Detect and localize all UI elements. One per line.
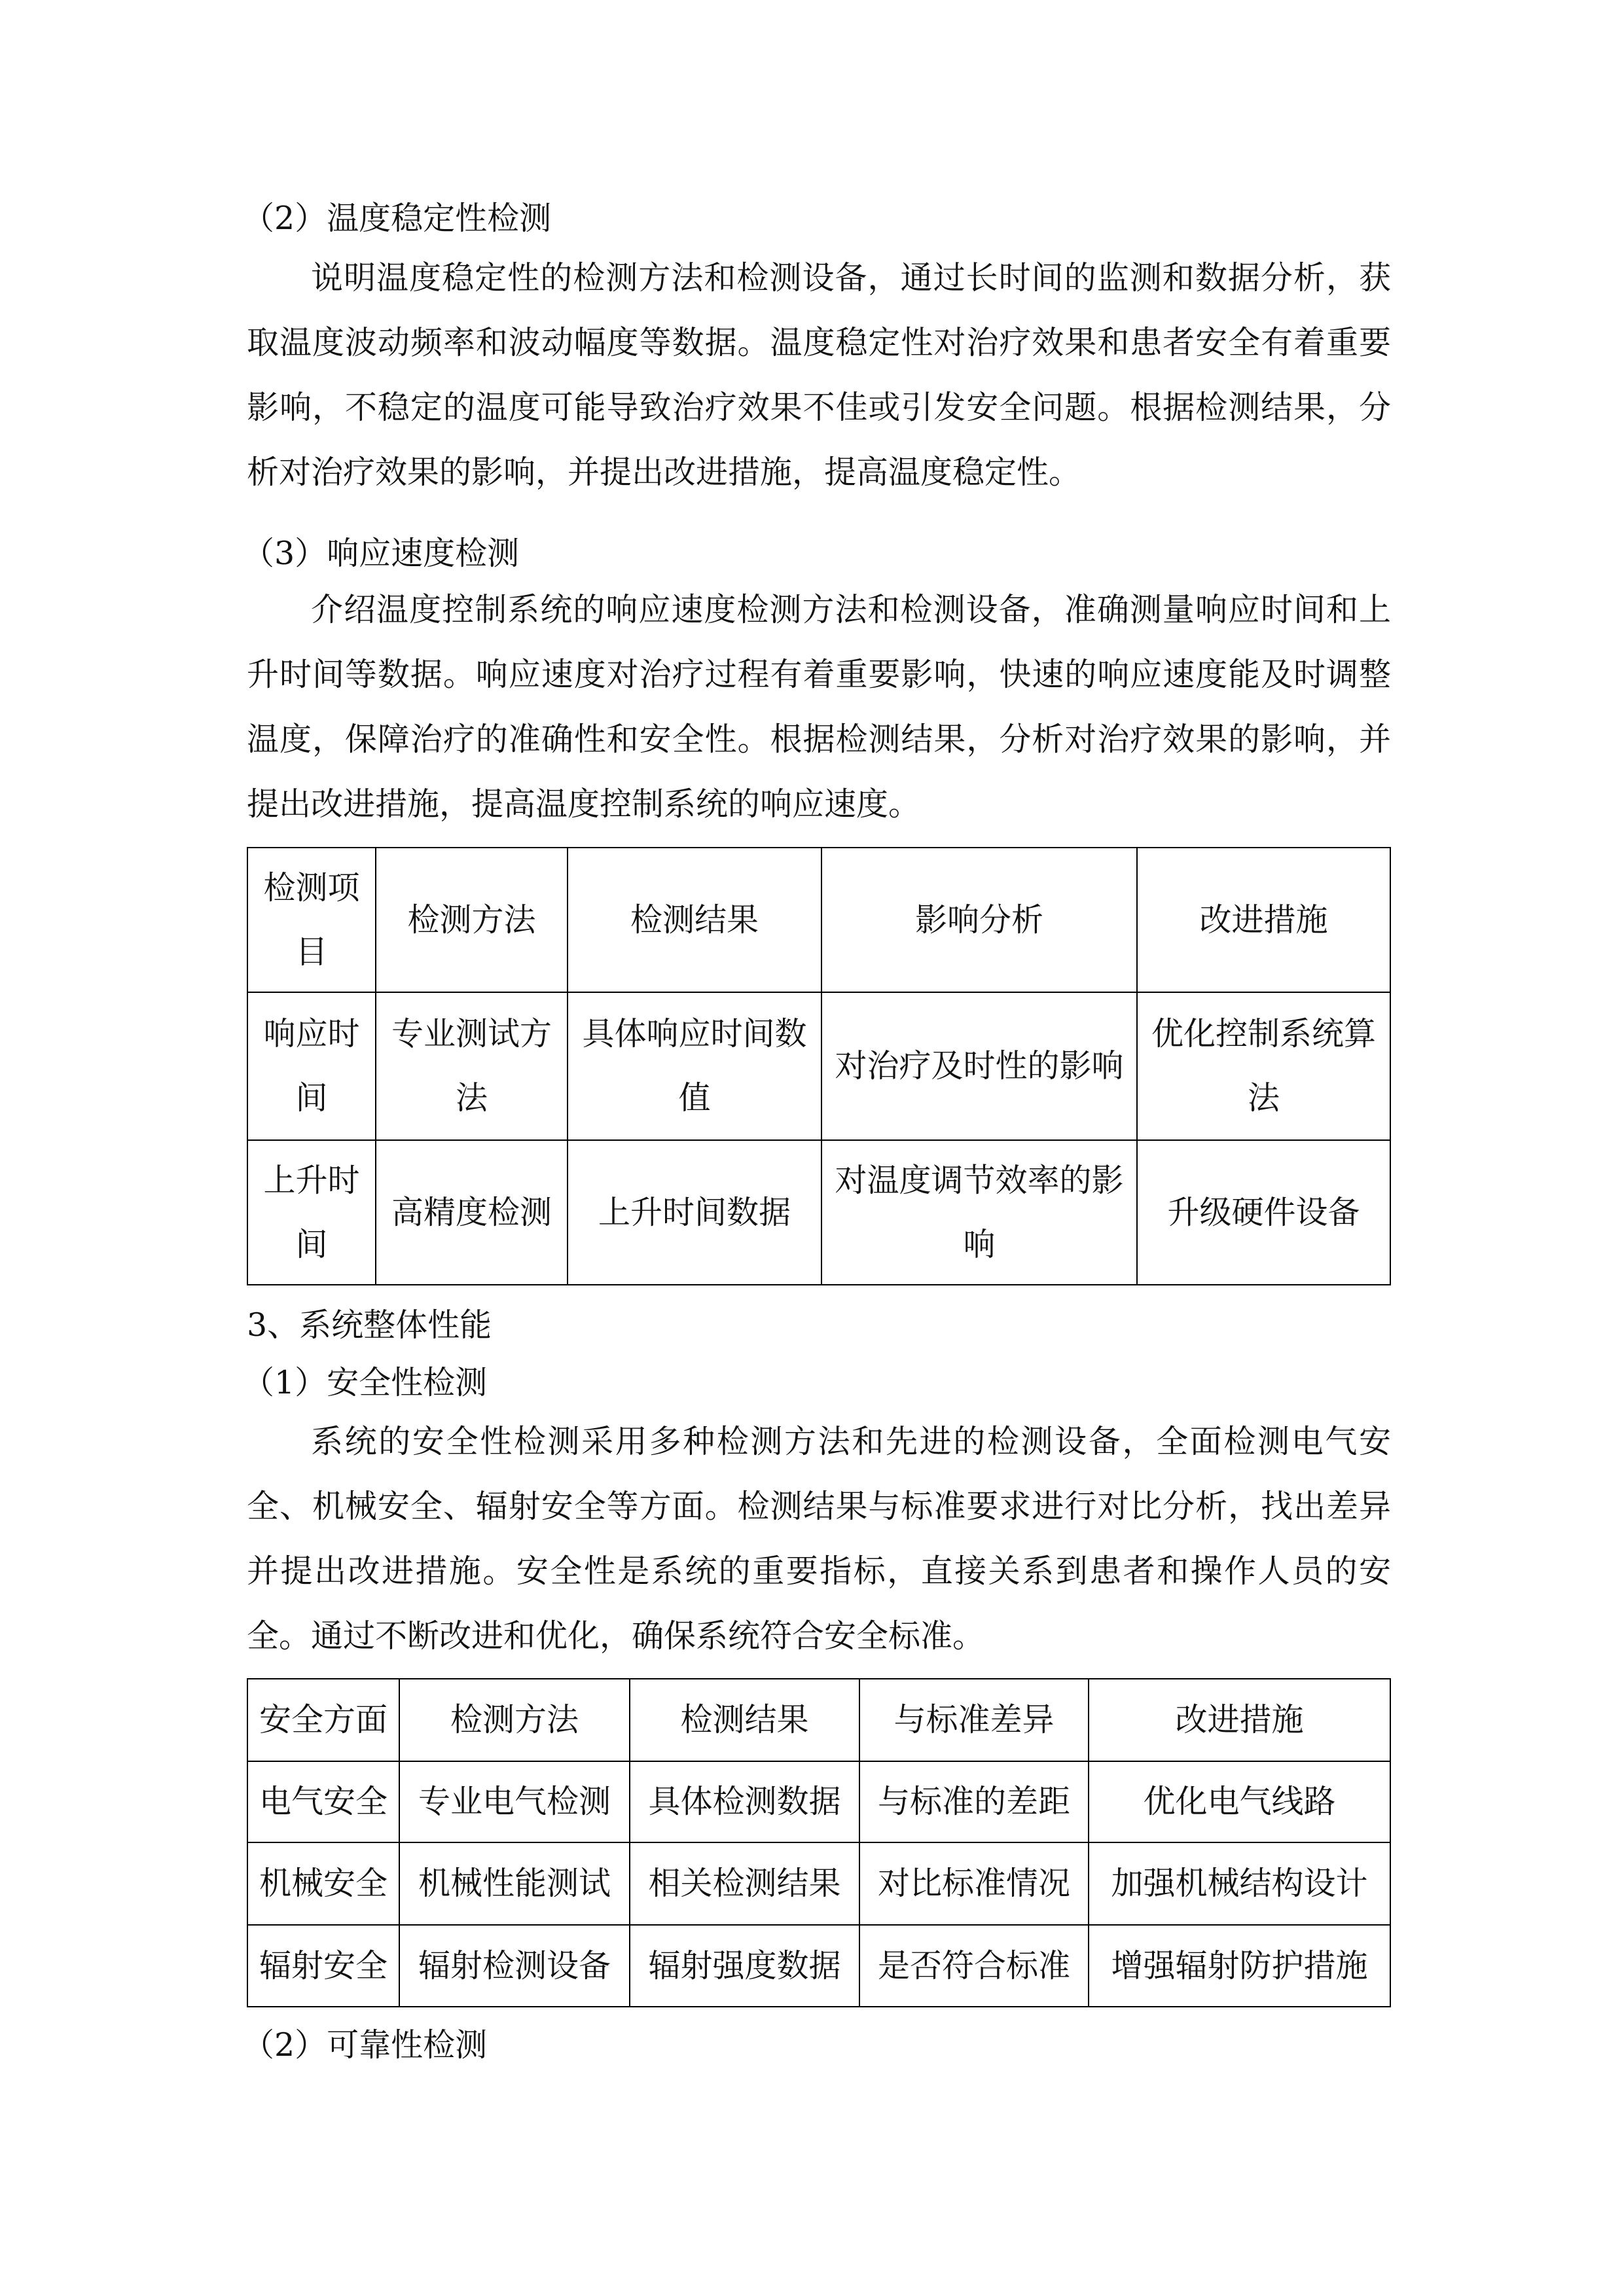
table-cell: 专业测试方法 [376,992,568,1140]
table-cell: 加强机械结构设计 [1089,1842,1390,1925]
table-cell: 辐射强度数据 [630,1925,859,2007]
table-row [247,1925,1390,2007]
header-cell: 检测方法 [376,848,568,992]
table-header-row [247,1679,1390,1761]
table-cell: 具体检测数据 [630,1761,859,1842]
table-cell: 相关检测结果 [630,1842,859,1925]
table-row [247,1140,1390,1285]
table-cell: 优化控制系统算法 [1137,992,1390,1140]
header-cell: 检测方法 [399,1679,630,1761]
heading-safety: （1）安全性检测 [242,1364,488,1401]
table-cell: 机械性能测试 [399,1842,630,1925]
heading-temp-stability: （2）温度稳定性检测 [242,200,552,237]
table-cell: 机械安全 [247,1842,399,1925]
table-row [247,1842,1390,1925]
header-cell: 安全方面 [247,1679,399,1761]
table-cell: 对比标准情况 [859,1842,1089,1925]
table-row [247,1761,1390,1842]
table-cell: 电气安全 [247,1761,399,1842]
table-cell: 增强辐射防护措施 [1089,1925,1390,2007]
table-cell: 上升时间 [247,1140,376,1285]
table-cell: 辐射安全 [247,1925,399,2007]
paragraph-safety: 系统的安全性检测采用多种检测方法和先进的检测设备，全面检测电气安全、机械安全、辐射安全等方面。检测结果与标准要求进行对比分析，找出差异并提出改进措施。安全性是系统的重要指标，直接关系到患者和操作人员的安全。通过不断改进和优化，确保系统符合安全标准。 [247,1423,1391,1655]
safety-table [247,1678,1391,2007]
response-table [247,847,1391,1285]
header-cell: 改进措施 [1089,1679,1390,1761]
header-cell: 检测结果 [568,848,821,992]
paragraph-temp-stability: 说明温度稳定性的检测方法和检测设备，通过长时间的监测和数据分析，获取温度波动频率和波动幅度等数据。温度稳定性对治疗效果和患者安全有着重要影响，不稳定的温度可能导致治疗效果不佳或引发安全问题。根据检测结果，分析对治疗效果的影响，并提出改进措施，提高温度稳定性。 [247,259,1391,491]
table-row [247,992,1390,1140]
paragraph-response-speed: 介绍温度控制系统的响应速度检测方法和检测设备，准确测量响应时间和上升时间等数据。响应速度对治疗过程有着重要影响，快速的响应速度能及时调整温度，保障治疗的准确性和安全性。根据检测结果，分析对治疗效果的影响，并提出改进措施，提高温度控制系统的响应速度。 [247,591,1391,823]
table-cell: 优化电气线路 [1089,1761,1390,1842]
table-cell: 与标准的差距 [859,1761,1089,1842]
header-cell: 影响分析 [821,848,1137,992]
heading-reliability: （2）可靠性检测 [242,2026,488,2064]
table-cell: 对温度调节效率的影响 [821,1140,1137,1285]
table-cell: 辐射检测设备 [399,1925,630,2007]
header-cell: 检测项目 [247,848,376,992]
table-cell: 升级硬件设备 [1137,1140,1390,1285]
table-header-row [247,848,1390,992]
table-cell: 高精度检测 [376,1140,568,1285]
heading-response-speed: （3）响应速度检测 [242,535,520,572]
table-cell: 专业电气检测 [399,1761,630,1842]
table-cell: 对治疗及时性的影响 [821,992,1137,1140]
header-cell: 与标准差异 [859,1679,1089,1761]
table-cell: 上升时间数据 [568,1140,821,1285]
table-cell: 响应时间 [247,992,376,1140]
header-cell: 改进措施 [1137,848,1390,992]
table-cell: 具体响应时间数值 [568,992,821,1140]
heading-overall-performance: 3、系统整体性能 [247,1306,492,1344]
table-cell: 是否符合标准 [859,1925,1089,2007]
header-cell: 检测结果 [630,1679,859,1761]
